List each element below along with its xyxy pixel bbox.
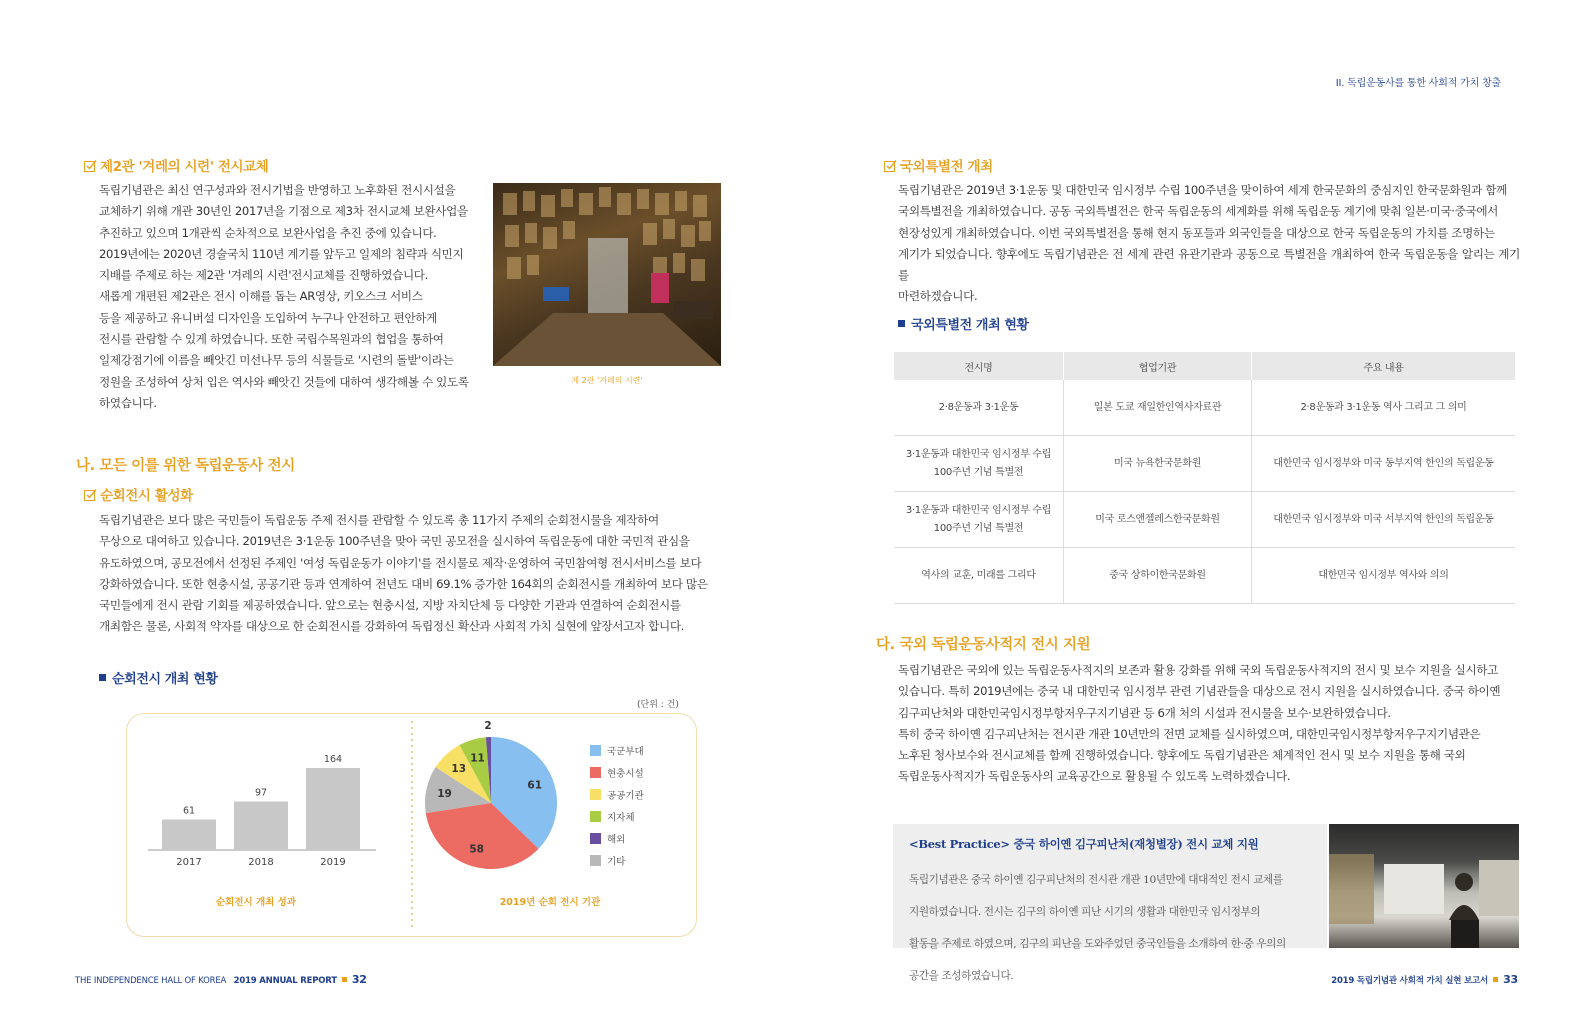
section-heading-exhibit-replacement xyxy=(84,155,268,175)
legend-swatch xyxy=(590,745,601,756)
text-line: 개최함은 물론, 사회적 약자를 대상으로 한 순회전시를 강화하여 독립정신 확산과 사회적 가치 실현에 앞장서고자 합니다. xyxy=(99,619,684,634)
touring-status-heading xyxy=(99,668,218,687)
legend-label: 공공기관 xyxy=(607,790,644,802)
section-heading-text: 제2관 '겨레의 시련' 전시교체 xyxy=(100,159,269,175)
text-line: 독립운동사적지가 독립운동사의 교육공간으로 활용될 수 있도록 노력하겠습니다. xyxy=(898,769,1291,784)
checkbox-icon xyxy=(84,159,97,172)
x-tick-label: 2019 xyxy=(320,857,346,868)
chart-title: 순회전시 개최 성과 xyxy=(215,897,297,908)
exhibit-name-line: 2·8운동과 3·1운동 xyxy=(938,401,1019,413)
section-heading-overseas-exhibit xyxy=(884,155,993,175)
table-header-row xyxy=(894,352,1515,380)
x-tick-label: 2017 xyxy=(176,857,202,868)
text-line: 2019년에는 2020년 경술국치 110년 계기를 앞두고 일제의 침략과 식민지 xyxy=(99,246,464,261)
bar-value-label: 164 xyxy=(323,754,343,765)
legend-label: 기타 xyxy=(607,856,626,868)
footer-square-icon xyxy=(342,977,347,982)
footer-right xyxy=(1331,973,1518,986)
legend-label: 현충시설 xyxy=(607,768,644,780)
text-line: 있습니다. 특히 2019년에는 중국 내 대한민국 임시정부 관련 기념관들을 대상으로 전시 지원을 실시하였습니다. 중국 하이옌 xyxy=(898,684,1501,699)
exhibit-name-cell xyxy=(894,492,1064,548)
table-row xyxy=(894,436,1515,492)
pie-value-label: 2 xyxy=(484,720,492,733)
best-practice-text xyxy=(909,859,1319,998)
kim-gu-hideout-photo xyxy=(1329,824,1519,948)
bar-value-label: 61 xyxy=(182,805,196,817)
text-line: 강화하였습니다. 또한 현충시설, 공공기관 등과 연계하여 전년도 대비 69.1% 증가한 164회의 순회전시를 개최하여 보다 많은 xyxy=(99,576,708,591)
text-line: 독립기념관은 중국 하이옌 김구피난처의 전시관 개관 10년만에 대대적인 전시 교체를 xyxy=(909,873,1283,886)
text-line: 독립기념관은 보다 많은 국민들이 독립운동 주제 전시를 관람할 수 있도록 총 11가지 주제의 순회전시물을 제작하여 xyxy=(99,513,659,527)
pie-value-label: 58 xyxy=(469,843,484,856)
content-cell: 2·8운동과 3·1운동 역사 그리고 그 의미 xyxy=(1252,380,1516,436)
exhibit-name-line: 3·1운동과 대한민국 임시정부 수립 xyxy=(905,504,1052,516)
overseas-status-heading xyxy=(898,314,1029,333)
pie-value-label: 11 xyxy=(470,752,485,765)
text-line: 독립기념관은 국외에 있는 독립운동사적지의 보존과 활용 강화를 위해 국외 독립운동사적지의 전시 및 보수 지원을 실시하고 xyxy=(898,663,1499,677)
table-header-cell: 전시명 xyxy=(894,352,1064,380)
bar xyxy=(306,768,360,850)
text-line: 정원을 조성하여 상처 입은 역사와 빼앗긴 것들에 대하여 생각해볼 수 있도록 xyxy=(99,374,469,389)
text-line: 새롭게 개편된 제2관은 전시 이해를 돕는 AR영상, 키오스크 서비스 xyxy=(99,289,423,304)
bar xyxy=(162,820,216,851)
page-number: 33 xyxy=(1503,973,1518,986)
text-line: 국민들에게 전시 관람 기회를 제공하였습니다. 앞으로는 현충시설, 지방 자치단체 등 다양한 기관과 연결하여 순회전시를 xyxy=(99,598,681,613)
touring-status-heading-text: 순회전시 개최 현황 xyxy=(112,672,218,687)
exhibit-name-line: 3·1운동과 대한민국 임시정부 수립 xyxy=(905,448,1052,460)
partner-cell: 미국 뉴욕한국문화원 xyxy=(1064,436,1252,492)
table-row xyxy=(894,492,1515,548)
text-line: 활동을 주제로 하였으며, 김구의 피난을 도와주었던 중국인들을 소개하여 한·중 우의의 xyxy=(909,937,1286,950)
section-heading-text: 국외특별전 개최 xyxy=(900,159,993,175)
text-line: 노후된 청사보수와 전시교체를 함께 진행하였습니다. 향후에도 독립기념관은 체계적인 전시 및 보수 지원을 통해 국외 xyxy=(898,748,1466,763)
content-cell: 대한민국 임시정부와 미국 서부지역 한인의 독립운동 xyxy=(1252,492,1516,548)
legend-swatch xyxy=(590,855,601,866)
text-line: 유도하였으며, 공모전에서 선정된 주제인 '여성 독립운동가 이야기'를 전시물로 제작·운영하여 국민참여형 전시서비스를 보다 xyxy=(99,555,702,570)
section-heading-text: 순회전시 활성화 xyxy=(100,488,193,504)
charts-svg xyxy=(126,713,695,935)
x-tick-label: 2018 xyxy=(248,857,274,868)
pie-value-label: 19 xyxy=(437,788,452,801)
page-number: 32 xyxy=(351,973,367,986)
overseas-exhibit-body xyxy=(898,180,1520,308)
legend-swatch xyxy=(590,833,601,844)
subsection-heading-touring xyxy=(84,484,193,504)
legend-swatch xyxy=(590,811,601,822)
table-header-cell: 주요 내용 xyxy=(1252,352,1516,380)
table-row xyxy=(894,548,1515,604)
text-line: 독립기념관은 최신 연구성과와 전시기법을 반영하고 노후화된 전시시설을 xyxy=(99,183,456,197)
exhibit-name-cell xyxy=(894,548,1064,604)
text-line: 지배를 주제로 하는 제2관 '겨레의 시련'전시교체를 진행하였습니다. xyxy=(99,268,428,283)
exhibit-name-line: 100주년 기념 특별전 xyxy=(933,522,1024,534)
text-line: 현장성있게 개최하였습니다. 이번 국외특별전을 통해 현지 동포들과 외국인들을 대상으로 한국 독립운동의 가치를 조명하는 xyxy=(898,225,1495,240)
text-line: 일제강점기에 이름을 빼앗긴 미선나무 등의 식물들로 '시련의 돌밭'이라는 xyxy=(99,353,454,368)
chart-title: 2019년 순회 전시 기관 xyxy=(499,897,601,908)
partner-cell: 중국 상하이한국문화원 xyxy=(1064,548,1252,604)
exhibit-name-line: 100주년 기념 특별전 xyxy=(933,466,1024,478)
footer-report: 2019 ANNUAL REPORT xyxy=(233,976,337,986)
footer-left xyxy=(75,973,367,986)
exhibit-replacement-body xyxy=(99,180,479,414)
text-line: 추진하고 있으며 1개관씩 순차적으로 보완사업을 추진 중에 있습니다. xyxy=(99,225,437,240)
pie-value-label: 13 xyxy=(451,763,467,776)
touring-body xyxy=(99,510,721,638)
text-line: 김구피난처와 대한민국임시정부항저우구지기념관 등 6개 처의 시설과 전시물을 보수·보완하였습니다. xyxy=(898,705,1391,720)
overseas-support-body xyxy=(898,660,1520,788)
legend-swatch xyxy=(590,767,601,778)
partner-cell: 미국 로스앤젤레스한국문화원 xyxy=(1064,492,1252,548)
section-heading-touring: 나. 모든 이를 위한 독립운동사 전시 xyxy=(76,458,295,474)
legend-label: 해외 xyxy=(607,834,626,846)
photo-caption: 제 2관 '겨레의 시련' xyxy=(571,376,643,385)
content-cell: 대한민국 임시정부 역사와 의의 xyxy=(1252,548,1516,604)
text-line: 특히 중국 하이옌 김구피난처는 전시관 개관 10년만의 전면 교체를 실시하였으며, 대한민국임시정부항저우구지기념관은 xyxy=(898,726,1481,741)
text-line: 공간을 조성하였습니다. xyxy=(909,969,1014,982)
text-line: 무상으로 대여하고 있습니다. 2019년은 3·1운동 100주년을 맞아 국민 공모전을 실시하여 독립운동에 대한 국민적 관심을 xyxy=(99,534,690,549)
text-line: 하였습니다. xyxy=(99,395,157,410)
content-cell: 대한민국 임시정부와 미국 동부지역 한인의 독립운동 xyxy=(1252,436,1516,492)
text-line: 국외특별전을 개최하였습니다. 공동 국외특별전은 한국 독립운동의 세계화를 위해 독립운동 계기에 맞춰 일본·미국·중국에서 xyxy=(898,204,1499,219)
legend-label: 국군부대 xyxy=(607,746,644,758)
section-heading-overseas-support: 다. 국외 독립운동사적지 전시 지원 xyxy=(876,637,1091,653)
bar-value-label: 97 xyxy=(254,787,268,799)
checkbox-icon xyxy=(884,159,897,172)
pie-value-label: 61 xyxy=(527,779,543,792)
partner-cell: 일본 도쿄 재일한인역사자료관 xyxy=(1064,380,1252,436)
text-line: 전시를 관람할 수 있게 하였습니다. 또한 국립수목원과의 협업을 통하여 xyxy=(99,332,444,347)
text-line: 교체하기 위해 개관 30년인 2017년을 기점으로 제3차 전시교체 보완사업을 xyxy=(99,204,468,219)
exhibit-name-cell xyxy=(894,380,1064,436)
overseas-exhibit-table xyxy=(894,352,1515,604)
overseas-status-heading-text: 국외특별전 개최 현황 xyxy=(911,318,1029,333)
exhibit-name-cell xyxy=(894,436,1064,492)
best-practice-title: <Best Practice> 중국 하이옌 김구피난처(재청별장) 전시 교체 지원 xyxy=(909,837,1259,851)
square-bullet-icon xyxy=(898,320,905,327)
table-row xyxy=(894,380,1515,436)
legend-label: 지자체 xyxy=(607,812,635,824)
best-practice-box xyxy=(893,824,1327,982)
exhibit-name-line: 역사의 교훈, 미래를 그리다 xyxy=(921,569,1036,581)
text-line: 계기가 되었습니다. 향후에도 독립기념관은 전 세계 관련 유관기관과 공동으로 특별전을 개최하여 한국 독립운동을 알리는 계기를 xyxy=(898,246,1520,283)
unit-label: (단위 : 건) xyxy=(637,700,679,710)
legend-swatch xyxy=(590,789,601,800)
footer-square-icon xyxy=(1493,977,1498,982)
footer-org: THE INDEPENDENCE HALL OF KOREA xyxy=(75,976,227,986)
footer-report: 2019 독립기념관 사회적 가치 실현 보고서 xyxy=(1331,976,1489,986)
text-line: 마련하겠습니다. xyxy=(898,289,978,304)
exhibit-hall-photo xyxy=(493,183,721,366)
text-line: 독립기념관은 2019년 3·1운동 및 대한민국 임시정부 수립 100주년을 맞이하여 세계 한국문화의 중심지인 한국문화원과 함께 xyxy=(898,183,1508,197)
text-line: 지원하였습니다. 전시는 김구의 하이옌 피난 시기의 생활과 대한민국 임시정부의 xyxy=(909,905,1261,918)
running-header: II. 독립운동사를 통한 사회적 가치 창출 xyxy=(1335,78,1501,89)
bar xyxy=(234,802,288,851)
checkbox-icon xyxy=(84,488,97,501)
square-bullet-icon xyxy=(99,674,106,681)
text-line: 등을 제공하고 유니버설 디자인을 도입하여 누구나 안전하고 편안하게 xyxy=(99,310,437,325)
table-header-cell: 협업기관 xyxy=(1064,352,1252,380)
